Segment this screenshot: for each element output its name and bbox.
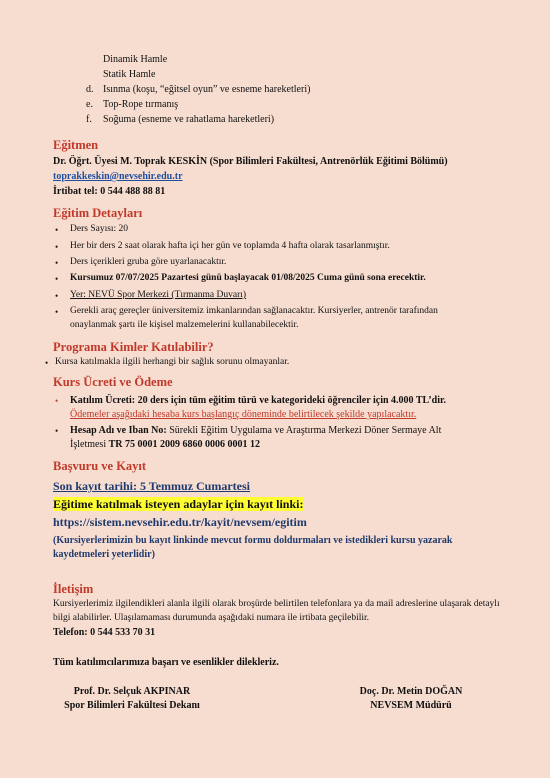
fee-item-payment-note: Ödemeler aşağıdaki hesaba kurs başlangıç döneminde belirtilecek şekilde yapılacaktır. [70, 409, 417, 420]
apply-heading: Başvuru ve Kayıt [53, 459, 147, 473]
list-item-f: Soğuma (esneme ve rahatlama hareketleri) [103, 114, 275, 125]
closing-text: Tüm katılımcılarımıza başarı ve esenlikler dilekleriz. [53, 657, 279, 668]
details-item-equipment: Gerekli araç gereçler üniversitemiz imkanlarından sağlanacaktır. Kursiyerler, antrenör tarafından [70, 306, 438, 316]
iban-number: TR 75 0001 2009 6860 0006 0001 12 [108, 439, 261, 450]
bullet-icon: • [55, 225, 59, 235]
apply-note: (Kursiyerlerimizin bu kayıt linkinde mevcut formu doldurmaları ve istedikleri kursu yazarak kaydetmeleri yeterlidir) [53, 535, 453, 560]
signature-director [311, 685, 511, 713]
iban-prefix: İşletmesi [70, 439, 107, 450]
participants-item: Kursa katılmakla ilgili herhangi bir sağlık sorunu olmayanlar. [55, 357, 290, 367]
bullet-icon: • [45, 358, 49, 368]
participants-heading: Programa Kimler Katılabilir? [53, 340, 214, 354]
contact-phone: Telefon: 0 544 533 70 31 [53, 627, 156, 638]
signature-director-title: NEVSEM Müdürü [370, 700, 452, 711]
details-item-dates: Kursumuz 07/07/2025 Pazartesi günü başlayacak 01/08/2025 Cuma günü sona erecektir. [70, 273, 426, 283]
bullet-icon: • [55, 274, 59, 284]
fee-item-iban [70, 438, 260, 452]
bullet-icon: • [55, 291, 59, 301]
bullet-icon: • [55, 426, 59, 436]
instructor-phone: İrtibat tel: 0 544 488 88 81 [53, 186, 166, 197]
list-marker-f: f. [86, 114, 92, 125]
list-line-dinamik: Dinamik Hamle [103, 54, 168, 65]
fee-item-account [70, 424, 441, 438]
list-line-statik: Statik Hamle [103, 69, 156, 80]
signature-dean-name: Prof. Dr. Selçuk AKPINAR [73, 686, 191, 697]
signature-dean-title: Spor Bilimleri Fakültesi Dekanı [64, 700, 200, 711]
instructor-name: Dr. Öğrt. Üyesi M. Toprak KESKİN (Spor Bilimleri Fakültesi, Antrenörlük Eğitimi Bölümü) [53, 156, 448, 167]
bullet-icon: • [55, 396, 59, 406]
details-item-schedule: Her bir ders 2 saat olarak hafta içi her gün ve toplamda 4 hafta olarak tasarlanmıştır. [70, 241, 390, 251]
list-item-e: Top-Rope tırmanış [103, 99, 179, 110]
details-item-lessons: Ders Sayısı: 20 [70, 224, 129, 234]
list-marker-d: d. [86, 84, 94, 95]
account-name: Sürekli Eğitim Uygulama ve Araştırma Merkezi Döner Sermaye Alt [169, 425, 442, 436]
list-marker-e: e. [86, 99, 93, 110]
bullet-icon: • [55, 307, 59, 317]
details-heading: Eğitim Detayları [53, 206, 143, 220]
signature-dean [32, 685, 232, 713]
account-label: Hesap Adı ve Iban No: [70, 425, 167, 436]
signature-director-name: Doç. Dr. Metin DOĞAN [359, 686, 463, 697]
details-item-content: Ders içerikleri gruba göre uyarlanacaktır. [70, 257, 227, 267]
bullet-icon: • [55, 258, 59, 268]
contact-heading: İletişim [53, 582, 94, 596]
fee-item-price: Katılım Ücreti: 20 ders için tüm eğitim türü ve kategorideki öğrenciler için 4.000 TL’dir. [70, 395, 446, 406]
instructor-email-link[interactable]: toprakkeskin@nevsehir.edu.tr [53, 171, 183, 182]
apply-link-label-text: Eğitime katılmak isteyen adaylar için kayıt linki: [53, 497, 304, 511]
fee-heading: Kurs Ücreti ve Ödeme [53, 375, 173, 389]
instructor-heading: Eğitmen [53, 138, 99, 152]
details-item-equipment-cont: onaylanmak şartı ile kişisel malzemelerini kullanabilecektir. [70, 320, 299, 330]
apply-link-label [53, 497, 303, 512]
apply-deadline: Son kayıt tarihi: 5 Temmuz Cumartesi [53, 479, 251, 493]
details-item-location: Yer: NEVÜ Spor Merkezi (Tırmanma Duvarı) [70, 290, 247, 300]
list-item-d: Isınma (koşu, “eğitsel oyun” ve esneme hareketleri) [103, 84, 311, 95]
contact-text: Kursiyerlerimiz ilgilendikleri alanla ilgili olarak broşürde belirtilen telefonlara ya da mail adreslerine ulaşarak detaylı bilgi alabilirler. Ulaşılamaması durumunda aşağıdaki numara ile irtibata geçilebilir. [53, 599, 500, 623]
bullet-icon: • [55, 242, 59, 252]
registration-link[interactable]: https://sistem.nevsehir.edu.tr/kayit/nevsem/egitim [53, 515, 307, 529]
